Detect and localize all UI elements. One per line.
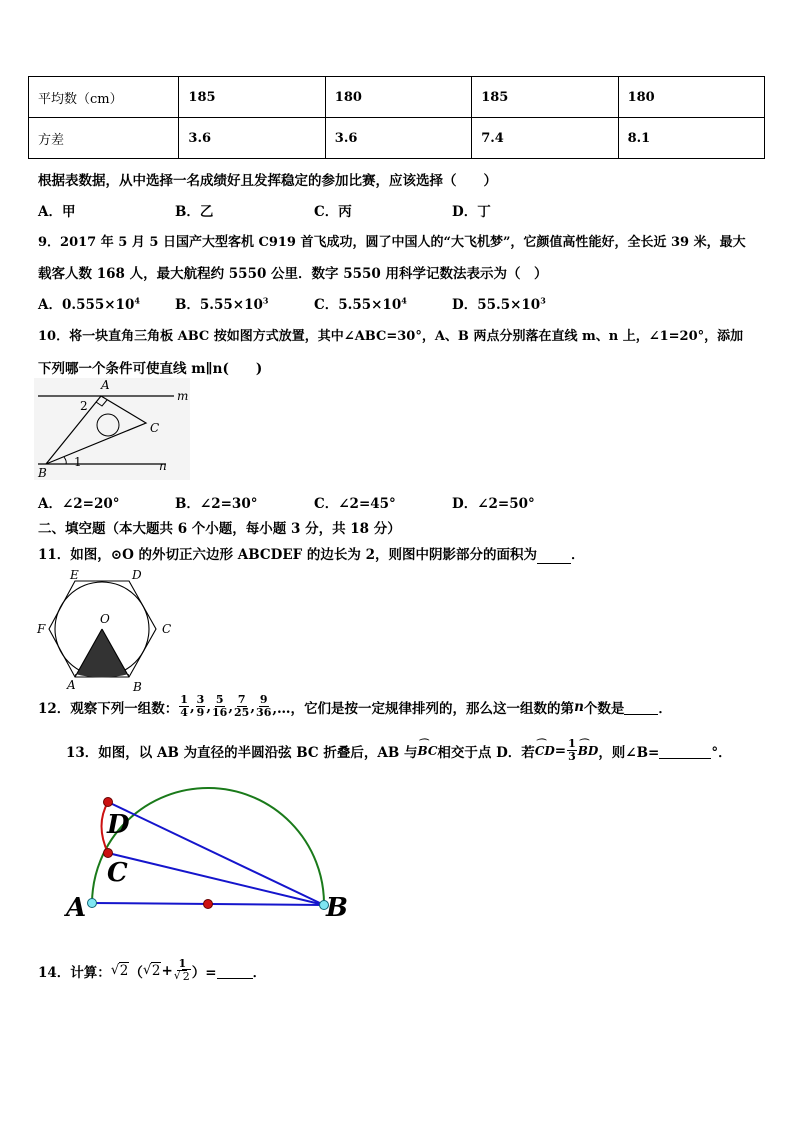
numerator: 1: [178, 957, 187, 970]
fraction: [256, 694, 271, 719]
exponent: 3: [540, 295, 546, 306]
label-angle1: 1: [74, 455, 82, 469]
q13-prefix: 13．如图，以 AB 为直径的半圆沿弦 BC 折叠后，AB 与: [66, 744, 418, 761]
table-cell: 185: [179, 77, 325, 118]
radicand: 2: [182, 970, 190, 983]
q9-option-d: [452, 293, 546, 313]
q12-text: 12．观察下列一组数： $\frac{1}{4}$ , $\frac{3}{9}$ , $\frac{5}{16}$ , $\frac{7}{25}$ , $\frac{9}{36}$ ,…， 它们是按一定规律排列的，那么这一组数的第 n 个数是 ．: [38, 693, 672, 719]
point-c: [104, 849, 113, 858]
exponent: 4: [134, 295, 140, 306]
fraction: [196, 694, 206, 719]
q8-option-a: A．甲: [38, 204, 76, 220]
table-cell: 7.4: [472, 118, 618, 159]
answer-blank: [217, 962, 253, 979]
point-center: [204, 900, 213, 909]
shaded-region: [75, 629, 129, 678]
q11-figure: [34, 568, 180, 696]
arc-bd: ⌒ BD: [578, 744, 599, 758]
q12-suffix-b: 个数是: [583, 700, 625, 717]
denominator: 25: [234, 706, 250, 719]
segment-cb: [108, 853, 324, 905]
q13-suffix: ，则∠B=: [598, 744, 660, 761]
q10-option-b: B．∠2=30°: [175, 496, 258, 512]
q13-text: [66, 738, 732, 763]
point-d: [104, 798, 113, 807]
numerator: 9: [259, 693, 268, 706]
label-a: A: [101, 378, 110, 392]
label-b: B: [38, 466, 47, 480]
q9-line1: 9．2017 年 5 月 5 日国产大型客机 C919 首飞成功，圆了中国人的“大飞机梦”，它颜值高性能好，全长近 39 米，最大: [38, 235, 746, 250]
q10-figure: [34, 378, 194, 480]
denominator: 9: [196, 706, 205, 719]
label-angle2: 2: [80, 399, 88, 413]
q12-prefix: 12．观察下列一组数：: [38, 700, 179, 717]
label-d: D: [132, 568, 142, 582]
arc-cd: ⌒ CD: [535, 744, 555, 758]
radicand: 2: [151, 962, 161, 979]
table-cell: 3.6: [179, 118, 325, 159]
q12-end: ．: [658, 700, 672, 717]
close-paren: ）=: [191, 964, 217, 981]
answer-blank: [537, 547, 571, 564]
q11-stem: 11．如图，⊙O 的外切正六边形 ABCDEF 的边长为 2，则图中阴影部分的面积为: [38, 547, 538, 563]
q9-option-c: [314, 293, 407, 313]
q10-option-a: A．∠2=20°: [38, 496, 120, 512]
row-header: 平均数（cm）: [29, 77, 179, 118]
exponent: 4: [401, 295, 407, 306]
q9-line2: 载客人数 168 人，最大航程约 5550 公里．数字 5550 用科学记数法表示为（ ）: [38, 266, 548, 282]
q10-option-d: D．∠2=50°: [452, 496, 535, 512]
table-cell: 3.6: [325, 118, 471, 159]
fraction: [567, 738, 577, 763]
table-row: [29, 118, 765, 159]
section-heading: 二、填空题（本大题共 6 个小题，每小题 3 分，共 18 分）: [38, 521, 401, 537]
fraction: [179, 694, 189, 719]
q8-option-c: C．丙: [314, 204, 352, 220]
option-text: D．55.5×10: [452, 297, 541, 313]
sqrt: [143, 963, 162, 979]
answer-blank: [659, 742, 711, 759]
plus-sign: +: [161, 962, 173, 979]
label-c: C: [162, 622, 172, 636]
option-text: B．5.55×10: [175, 297, 263, 313]
q8-option-d: D．丁: [452, 204, 491, 220]
table-cell: 180: [325, 77, 471, 118]
q14-end: ．: [252, 964, 267, 981]
q13-figure: [62, 780, 362, 925]
table-row: [29, 77, 765, 118]
stats-table: [28, 76, 765, 159]
q10-line2: 下列哪一个条件可使直线 m∥n( ): [38, 361, 263, 377]
table-cell: 180: [618, 77, 764, 118]
label-b: B: [133, 680, 142, 694]
numerator: 5: [215, 693, 224, 706]
table-cell: 185: [472, 77, 618, 118]
q10-line1: 10．将一块直角三角板 ABC 按如图方式放置，其中∠ABC=30°，A、B 两点分别落在直线 m、n 上，∠1=20°，添加: [38, 329, 744, 344]
label-c: C: [107, 858, 128, 888]
table-cell: 8.1: [618, 118, 764, 159]
option-text: A．0.555×10: [38, 297, 135, 313]
open-paren: （: [129, 964, 143, 981]
label-a: A: [67, 678, 76, 692]
label-a: A: [66, 893, 87, 923]
q14-prefix: 14．计算：: [38, 964, 111, 981]
q13-end: °．: [711, 744, 732, 761]
label-e: E: [70, 568, 79, 582]
arc-bc: ⌒ BC: [417, 744, 437, 758]
q11-text: [38, 543, 585, 564]
label-m: m: [177, 389, 189, 403]
label-d: D: [107, 810, 130, 840]
q13-mid: 相交于点 D．若: [437, 744, 535, 761]
label-c: C: [150, 421, 160, 435]
label-n: n: [159, 459, 167, 473]
numerator: 1: [568, 737, 576, 750]
fraction: [234, 694, 249, 719]
denominator: 4: [180, 706, 188, 719]
denominator: 16: [212, 706, 228, 719]
label-f: F: [37, 622, 46, 636]
sqrt: [174, 971, 191, 983]
q10-option-c: C．∠2=45°: [314, 496, 396, 512]
point-a: [88, 899, 97, 908]
q8-option-b: B．乙: [175, 204, 214, 220]
q12-suffix: 它们是按一定规律排列的，那么这一组数的第: [304, 700, 575, 717]
variable-n: n: [574, 698, 584, 715]
sqrt: [111, 963, 130, 979]
label-o: O: [100, 612, 110, 626]
q9-option-b: [175, 293, 268, 313]
fraction: [174, 958, 191, 983]
numerator: 3: [196, 693, 205, 706]
option-text: C．5.55×10: [314, 297, 402, 313]
label-b: B: [326, 893, 348, 923]
q9-option-a: [38, 293, 140, 313]
answer-blank: [624, 698, 658, 715]
denominator: 36: [256, 706, 272, 719]
segment-db: [108, 802, 324, 905]
q14-text: [38, 958, 266, 983]
row-header: 方差: [29, 118, 179, 159]
numerator: 1: [180, 693, 188, 706]
ellipsis: ,…，: [272, 700, 305, 717]
fraction: [212, 694, 227, 719]
numerator: 7: [237, 693, 246, 706]
equals: =: [554, 742, 567, 759]
denominator: 3: [568, 750, 576, 763]
radicand: 2: [119, 962, 129, 979]
exponent: 3: [262, 295, 269, 306]
q11-end: ．: [571, 547, 585, 563]
q8-stem: 根据表数据，从中选择一名成绩好且发挥稳定的参加比赛，应该选择（ ）: [38, 173, 497, 189]
